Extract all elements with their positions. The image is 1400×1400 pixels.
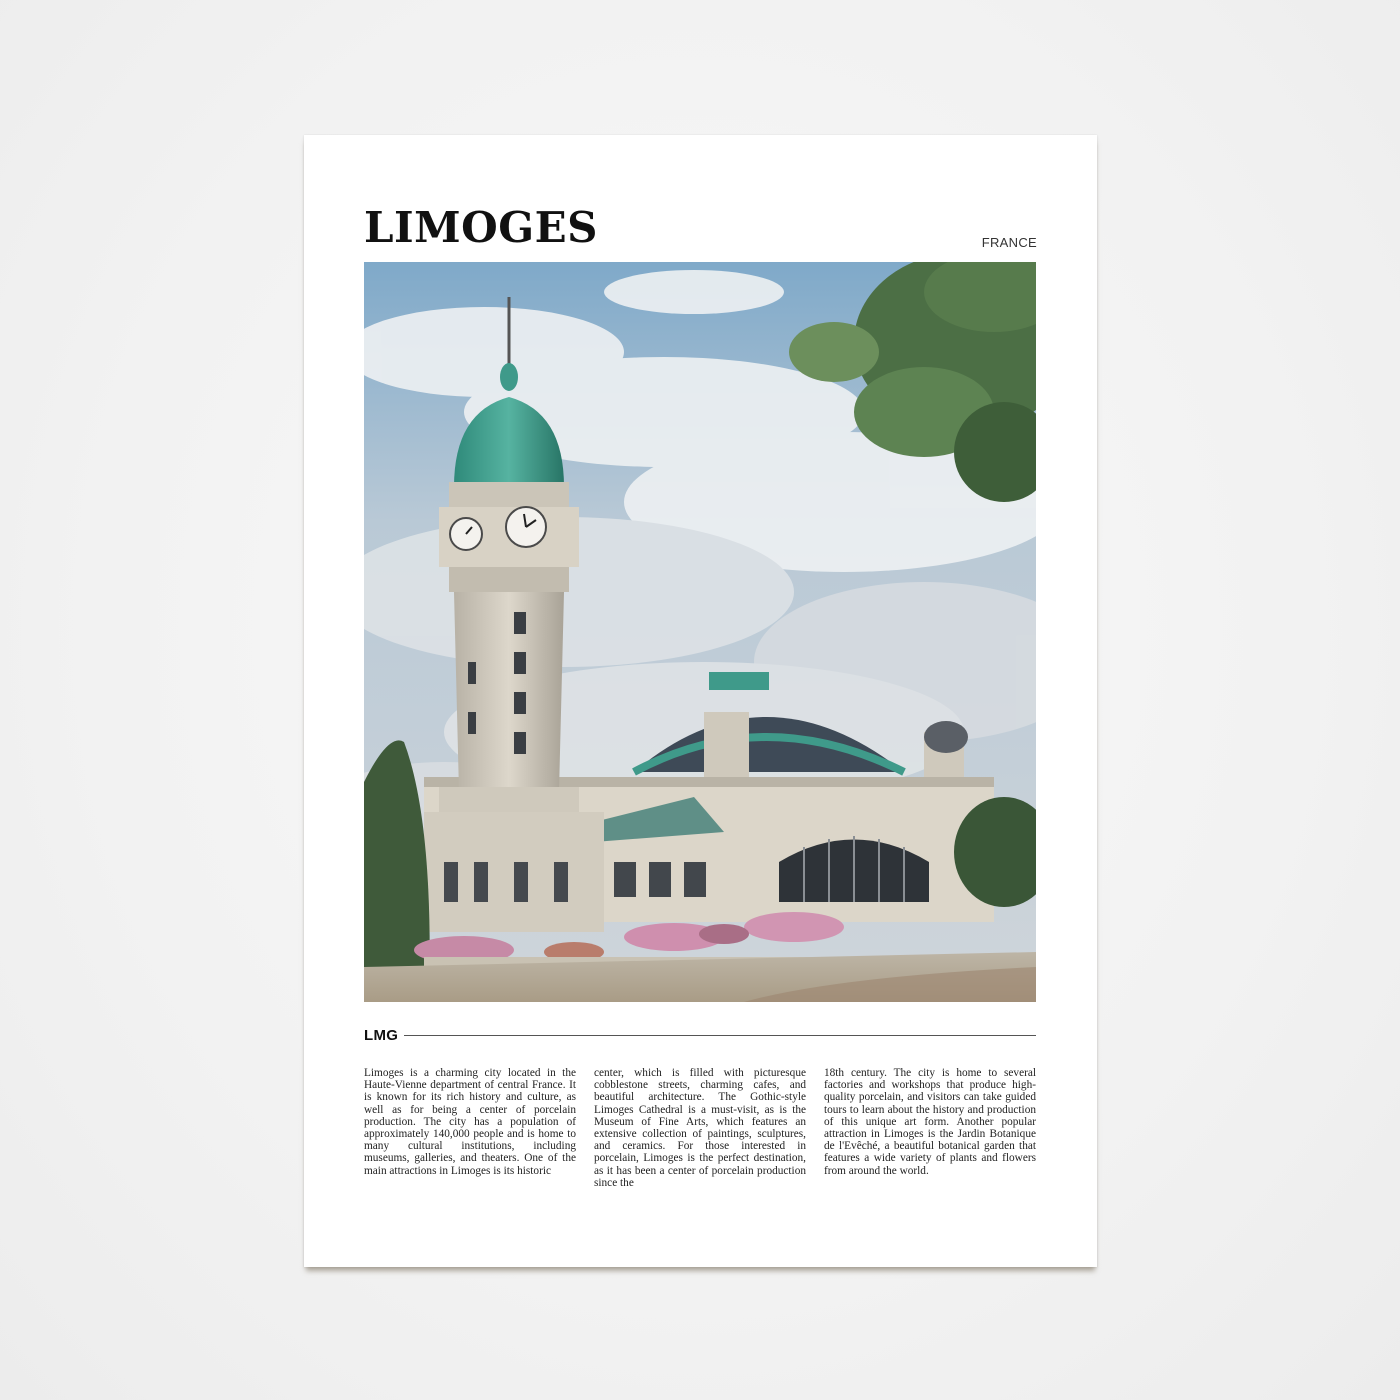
city-photo [364,262,1036,1002]
poster [304,135,1097,1267]
divider-line [404,1035,1036,1036]
description-column-1: Limoges is a charming city located in the Haute-Vienne department of central France. It is known for its rich history and culture, as well as for being a center of porcelain production. The city has a population of approximately 140,000 people and is home to many cultural institutions, including museums, galleries, and theaters. One of the main attractions in Limoges is its historic [364,1067,576,1177]
city-title: LIMOGES [364,203,598,252]
description-column-3: 18th century. The city is home to several factories and workshops that produce high-quality porcelain, and visitors can take guided tours to learn about the history and production of this unique art form. Another popular attraction in Limoges is the Jardin Botanique de l'Evêché, a beautiful botanical garden that features a wide variety of plants and flowers from around the world. [824,1067,1036,1177]
description-column-2: center, which is filled with picturesque cobblestone streets, charming cafes, and beautiful architecture. The Gothic-style Limoges Cathedral is a must-visit, as is the Museum of Fine Arts, which features an extensive collection of paintings, sculptures, and ceramics. For those interested in porcelain, Limoges is the perfect destination, as it has been a center of porcelain production since the [594,1067,806,1189]
description-columns [364,1067,1036,1189]
country-label: FRANCE [981,235,1037,250]
city-code: LMG [364,1026,399,1044]
code-row [364,1025,1036,1045]
